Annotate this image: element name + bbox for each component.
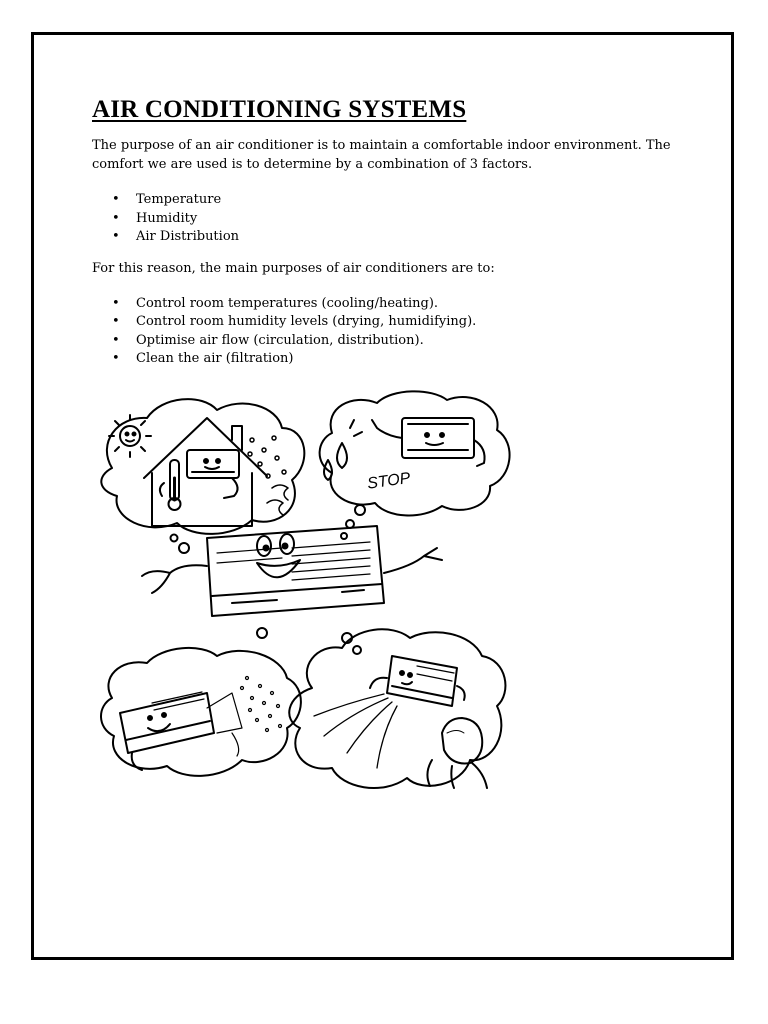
small-ac-unit-airflow bbox=[370, 656, 465, 706]
document-body bbox=[92, 95, 692, 369]
sun-icon bbox=[109, 415, 151, 457]
airflow-icon bbox=[314, 694, 397, 768]
document-title: AIR CONDITIONING SYSTEMS bbox=[92, 96, 467, 123]
bullet-icon: • bbox=[112, 192, 120, 207]
list-item: • Control room temperatures (cooling/heating). bbox=[92, 295, 692, 314]
list-item: • Air Distribution bbox=[92, 228, 692, 247]
factors-list bbox=[92, 191, 692, 247]
air-conditioner-illustration bbox=[92, 388, 522, 808]
purposes-list bbox=[92, 295, 692, 369]
reason-paragraph: For this reason, the main purposes of air conditioners are to: bbox=[92, 260, 495, 276]
small-ac-unit-house bbox=[187, 450, 239, 498]
small-ac-unit-stop bbox=[372, 418, 485, 466]
air-purify-spray-icon bbox=[207, 677, 282, 757]
main-ac-unit bbox=[142, 526, 442, 616]
small-ac-unit-purify bbox=[120, 692, 214, 770]
bullet-icon: • bbox=[112, 351, 120, 366]
bullet-icon: • bbox=[112, 314, 120, 329]
stop-sign-text: STOP bbox=[366, 469, 412, 493]
list-item: • Control room humidity levels (drying, humidifying). bbox=[92, 313, 692, 332]
bullet-icon: • bbox=[112, 229, 120, 244]
thermometer-icon bbox=[160, 460, 181, 510]
list-item: • Temperature bbox=[92, 191, 692, 210]
list-item: • Humidity bbox=[92, 210, 692, 229]
intro-paragraph: The purpose of an air conditioner is to maintain a comfortable indoor environment. The comfort we are used is to determine by a combination of 3 factors. bbox=[92, 138, 671, 172]
rain-icon bbox=[248, 436, 288, 515]
list-item: • Clean the air (filtration) bbox=[92, 350, 692, 369]
bullet-icon: • bbox=[112, 210, 120, 226]
thought-bubble-temperature bbox=[101, 399, 304, 534]
bullet-icon: • bbox=[112, 332, 120, 348]
bullet-icon: • bbox=[112, 295, 120, 311]
list-item: • Optimise air flow (circulation, distribution). bbox=[92, 332, 692, 351]
